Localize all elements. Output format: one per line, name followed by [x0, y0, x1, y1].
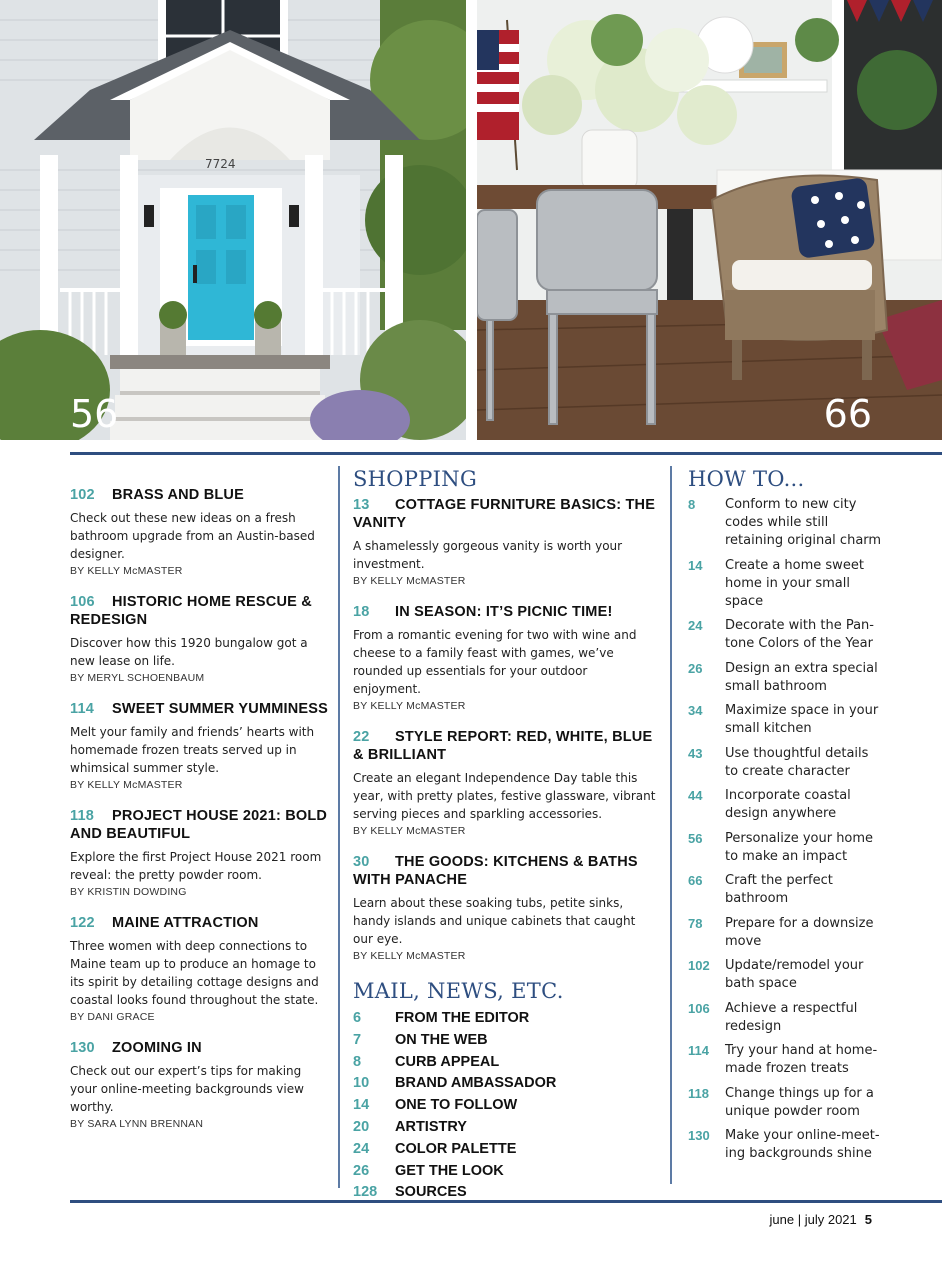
list-item[interactable]	[353, 1117, 658, 1139]
shopping-description: Learn about these soaking tubs, petite sinks, handy islands and unique cabinets that caught our eye.	[353, 896, 636, 946]
howto-column	[688, 466, 942, 1170]
byline: BY KELLY McMASTER	[353, 950, 466, 962]
mail-title: BRAND AMBASSADOR	[395, 1075, 557, 1092]
page-number: 10	[353, 1075, 370, 1092]
shopping-description: Create an elegant Independence Day table this year, with pretty plates, festive glassware, vibrant serving pieces and sparkling accessories.	[353, 771, 656, 821]
list-item[interactable]	[688, 1085, 942, 1121]
howto-text: Use thoughtful details to create character	[725, 745, 869, 779]
feature-headline	[70, 700, 328, 718]
page-number: 44	[688, 788, 703, 803]
page-number: 130	[688, 1128, 710, 1143]
page-number: 43	[688, 745, 703, 761]
howto-text: Decorate with the Pan-tone Colors of the Year	[725, 618, 874, 651]
feature-title: MAINE ATTRACTION	[112, 915, 259, 931]
howto-text: Achieve a respectful redesign	[725, 1000, 858, 1034]
feature-description: Three women with deep connections to Maine team up to produce an homage to its spirit by detailing cottage designs and coastal looks found throughout the state.	[70, 939, 319, 1007]
list-item[interactable]	[353, 1052, 658, 1074]
page-number: 34	[688, 703, 703, 718]
page-number: 128	[353, 1184, 378, 1201]
howto-text: Design an extra special small bathroom	[725, 660, 878, 694]
feature-headline	[70, 914, 328, 932]
byline: BY DANI GRACE	[70, 1011, 155, 1023]
shopping-title: THE GOODS: KITCHENS & BATHS WITH PANACHE	[353, 854, 638, 888]
mail-title: FROM THE EDITOR	[395, 1010, 530, 1026]
top-divider	[70, 452, 942, 455]
list-item[interactable]	[353, 1008, 658, 1030]
issue-date: june | july 2021	[769, 1212, 857, 1227]
page-number: 106	[70, 594, 95, 610]
byline: BY KELLY McMASTER	[353, 825, 466, 837]
shopping-story[interactable]	[353, 496, 658, 587]
page-number: 22	[353, 729, 370, 745]
page-number: 18	[353, 604, 370, 620]
shopping-story[interactable]	[353, 728, 658, 837]
shopping-title: STYLE REPORT: RED, WHITE, BLUE & BRILLIANT	[353, 729, 653, 763]
page-number: 8	[688, 497, 696, 512]
byline: BY MERYL SCHOENBAUM	[70, 672, 205, 684]
feature-description: Check out our expert’s tips for making your online-meeting backgrounds view worthy.	[70, 1064, 304, 1114]
page-number: 106	[688, 1000, 710, 1016]
page-number: 78	[688, 915, 703, 931]
howto-text: Try your hand at home-made frozen treats	[725, 1043, 878, 1076]
page-number: 122	[70, 915, 95, 931]
byline: BY KELLY McMASTER	[353, 575, 466, 587]
list-item[interactable]	[353, 1030, 658, 1052]
list-item[interactable]	[688, 957, 942, 993]
list-item[interactable]	[688, 745, 942, 781]
list-item[interactable]	[688, 872, 942, 908]
feature-description: Check out these new ideas on a fresh bathroom upgrade from an Austin-based designer.	[70, 511, 315, 561]
house-number: 7724	[205, 157, 236, 171]
shopping-story[interactable]	[353, 603, 658, 712]
page-number: 20	[353, 1118, 370, 1135]
shopping-column	[353, 466, 658, 1204]
column-divider-1	[338, 466, 340, 1188]
list-item[interactable]	[688, 1127, 942, 1163]
shopping-story[interactable]	[353, 853, 658, 962]
features-column	[70, 486, 328, 1146]
page-number: 130	[70, 1040, 95, 1056]
page-number: 114	[688, 1043, 709, 1058]
howto-text: Craft the perfect bathroom	[725, 873, 833, 906]
feature-story[interactable]	[70, 700, 328, 791]
page-number: 26	[353, 1162, 370, 1179]
feature-description: Melt your family and friends’ hearts with homemade frozen treats served up in whimsical summer style.	[70, 725, 315, 775]
feature-title: ZOOMING IN	[112, 1040, 202, 1056]
page-number: 30	[353, 854, 370, 870]
porch-illustration	[0, 0, 466, 440]
byline: BY SARA LYNN BRENNAN	[70, 1118, 204, 1130]
list-item[interactable]	[353, 1139, 658, 1161]
list-item[interactable]	[353, 1095, 658, 1117]
mail-title: ON THE WEB	[395, 1031, 488, 1048]
list-item[interactable]	[688, 702, 942, 738]
list-item[interactable]	[353, 1161, 658, 1183]
photo-page-number-56: 56	[70, 392, 119, 436]
page-number: 14	[688, 557, 703, 573]
byline: BY KELLY McMASTER	[353, 700, 466, 712]
byline: BY KELLY McMASTER	[70, 779, 183, 791]
howto-text: Maximize space in your small kitchen	[725, 703, 879, 736]
howto-text: Make your online-meet-ing backgrounds shine	[725, 1128, 880, 1161]
page-number: 56	[688, 830, 703, 846]
page-number: 24	[688, 618, 703, 633]
shopping-headline	[353, 496, 658, 532]
page-number: 24	[353, 1140, 370, 1157]
mail-title: SOURCES	[395, 1184, 467, 1201]
list-item[interactable]	[688, 557, 942, 611]
list-item[interactable]	[688, 617, 942, 653]
mail-title: GET THE LOOK	[395, 1162, 504, 1179]
feature-story[interactable]	[70, 914, 328, 1023]
page-number: 118	[70, 808, 94, 824]
shopping-headline	[353, 603, 658, 621]
howto-list	[688, 496, 942, 1163]
feature-headline	[70, 807, 328, 843]
page-number: 102	[70, 487, 95, 503]
list-item[interactable]	[688, 1042, 942, 1078]
shopping-title: IN SEASON: IT’S PICNIC TIME!	[395, 604, 613, 620]
feature-story[interactable]	[70, 807, 328, 898]
bottom-divider	[70, 1200, 942, 1203]
feature-title: PROJECT HOUSE 2021: BOLD AND BEAUTIFUL	[70, 808, 328, 842]
shopping-title: COTTAGE FURNITURE BASICS: THE VANITY	[353, 497, 656, 531]
page-number: 118	[688, 1085, 709, 1101]
feature-headline	[70, 1039, 328, 1057]
howto-text: Conform to new city codes while still retaining original charm	[725, 497, 882, 548]
byline: BY KELLY McMASTER	[70, 565, 183, 577]
mail-title: ARTISTRY	[395, 1118, 467, 1135]
feature-story[interactable]	[70, 593, 328, 684]
mail-title: CURB APPEAL	[395, 1053, 500, 1070]
feature-story[interactable]	[70, 486, 328, 577]
feature-title: BRASS AND BLUE	[112, 487, 244, 503]
shopping-description: From a romantic evening for two with wine and cheese to a family feast with games, we’ve rounded up essentials for your outdoor enjoyment.	[353, 628, 637, 696]
feature-description: Discover how this 1920 bungalow got a new lease on life.	[70, 636, 308, 668]
howto-text: Update/remodel your bath space	[725, 958, 864, 991]
list-item[interactable]	[353, 1073, 658, 1095]
list-item[interactable]	[688, 660, 942, 696]
feature-headline	[70, 486, 328, 504]
page-number: 66	[688, 873, 703, 888]
shopping-heading: SHOPPING	[353, 467, 478, 491]
howto-text: Incorporate coastal design anywhere	[725, 788, 851, 821]
byline: BY KRISTIN DOWDING	[70, 886, 187, 898]
shopping-headline	[353, 853, 658, 889]
howto-text: Prepare for a downsize move	[725, 915, 874, 949]
page-number: 8	[353, 1053, 362, 1070]
photo-house-porch	[0, 0, 466, 440]
page-number: 114	[70, 701, 94, 717]
mail-list	[353, 1008, 658, 1204]
page-number: 14	[353, 1097, 370, 1114]
mail-heading: MAIL, NEWS, ETC.	[353, 979, 564, 1003]
list-item[interactable]	[688, 496, 942, 550]
list-item[interactable]	[688, 830, 942, 866]
page-number: 7	[353, 1031, 362, 1048]
dining-illustration	[477, 0, 942, 440]
photo-page-number-66: 66	[823, 392, 872, 436]
page-number: 13	[353, 497, 370, 513]
mail-title: ONE TO FOLLOW	[395, 1097, 518, 1114]
list-item[interactable]	[688, 1000, 942, 1036]
page-number: 6	[353, 1010, 362, 1026]
photo-dining-room	[477, 0, 942, 440]
howto-text: Personalize your home to make an impact	[725, 830, 874, 864]
page-number: 102	[688, 958, 710, 973]
column-divider-2	[670, 466, 672, 1184]
mail-title: COLOR PALETTE	[395, 1140, 517, 1157]
howto-text: Change things up for a unique powder room	[725, 1085, 874, 1119]
list-item[interactable]	[688, 787, 942, 823]
howto-text: Create a home sweet home in your small space	[725, 557, 864, 609]
page-number: 26	[688, 660, 703, 676]
feature-title: SWEET SUMMER YUMMINESS	[112, 701, 329, 717]
folio-page-number: 5	[864, 1212, 872, 1227]
shopping-description: A shamelessly gorgeous vanity is worth your investment.	[353, 539, 623, 571]
feature-title: HISTORIC HOME RESCUE & REDESIGN	[70, 594, 312, 628]
feature-description: Explore the first Project House 2021 room reveal: the pretty powder room.	[70, 850, 322, 882]
feature-story[interactable]	[70, 1039, 328, 1130]
shopping-headline	[353, 728, 658, 764]
list-item[interactable]	[688, 915, 942, 951]
feature-headline	[70, 593, 328, 629]
page-footer	[770, 1212, 872, 1227]
howto-heading: HOW TO...	[688, 467, 805, 491]
